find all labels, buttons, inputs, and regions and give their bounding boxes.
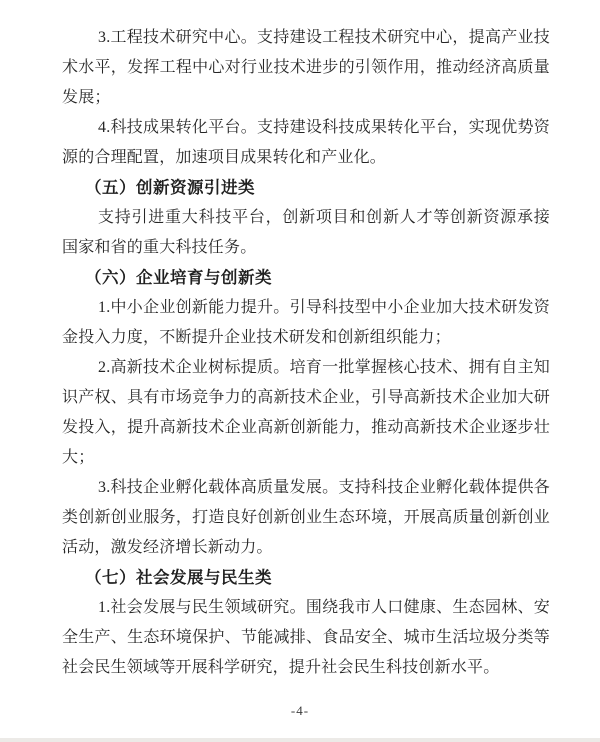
paragraph: 支持引进重大科技平台，创新项目和创新人才等创新资源承接国家和省的重大科技任务。	[62, 209, 550, 256]
page-number: -4-	[290, 703, 310, 718]
page-edge-divider	[0, 738, 600, 742]
paragraph: 1.中小企业创新能力提升。引导科技型中小企业加大技术研发资金投入力度，不断提升企业技术研发和创新组织能力；	[62, 299, 550, 346]
document-body	[62, 23, 550, 683]
paragraph: 3.科技企业孵化载体高质量发展。支持科技企业孵化载体提供各类创新创业服务，打造良好创新创业生态环境，开展高质量创新创业活动，激发经济增长新动力。	[62, 479, 550, 556]
paragraph: 3.工程技术研究中心。支持建设工程技术研究中心，提高产业技术水平，发挥工程中心对行业技术进步的引领作用，推动经济高质量发展；	[62, 29, 550, 106]
paragraph: 4.科技成果转化平台。支持建设科技成果转化平台，实现优势资源的合理配置，加速项目成果转化和产业化。	[62, 119, 550, 166]
paragraph: 1.社会发展与民生领域研究。围绕我市人口健康、生态园林、安全生产、生态环境保护、节能减排、食品安全、城市生活垃圾分类等社会民生领域等开展科学研究，提升社会民生科技创新水平。	[62, 599, 550, 676]
section-heading: （七）社会发展与民生类	[85, 569, 272, 587]
section-heading: （五）创新资源引进类	[85, 179, 255, 197]
paragraph: 2.高新技术企业树标提质。培育一批掌握核心技术、拥有自主知识产权、具有市场竞争力的高新技术企业，引导高新技术企业加大研发投入，提升高新技术企业高新创新能力，推动高新技术企业逐步壮大；	[62, 359, 550, 466]
section-heading: （六）企业培育与创新类	[85, 269, 272, 287]
